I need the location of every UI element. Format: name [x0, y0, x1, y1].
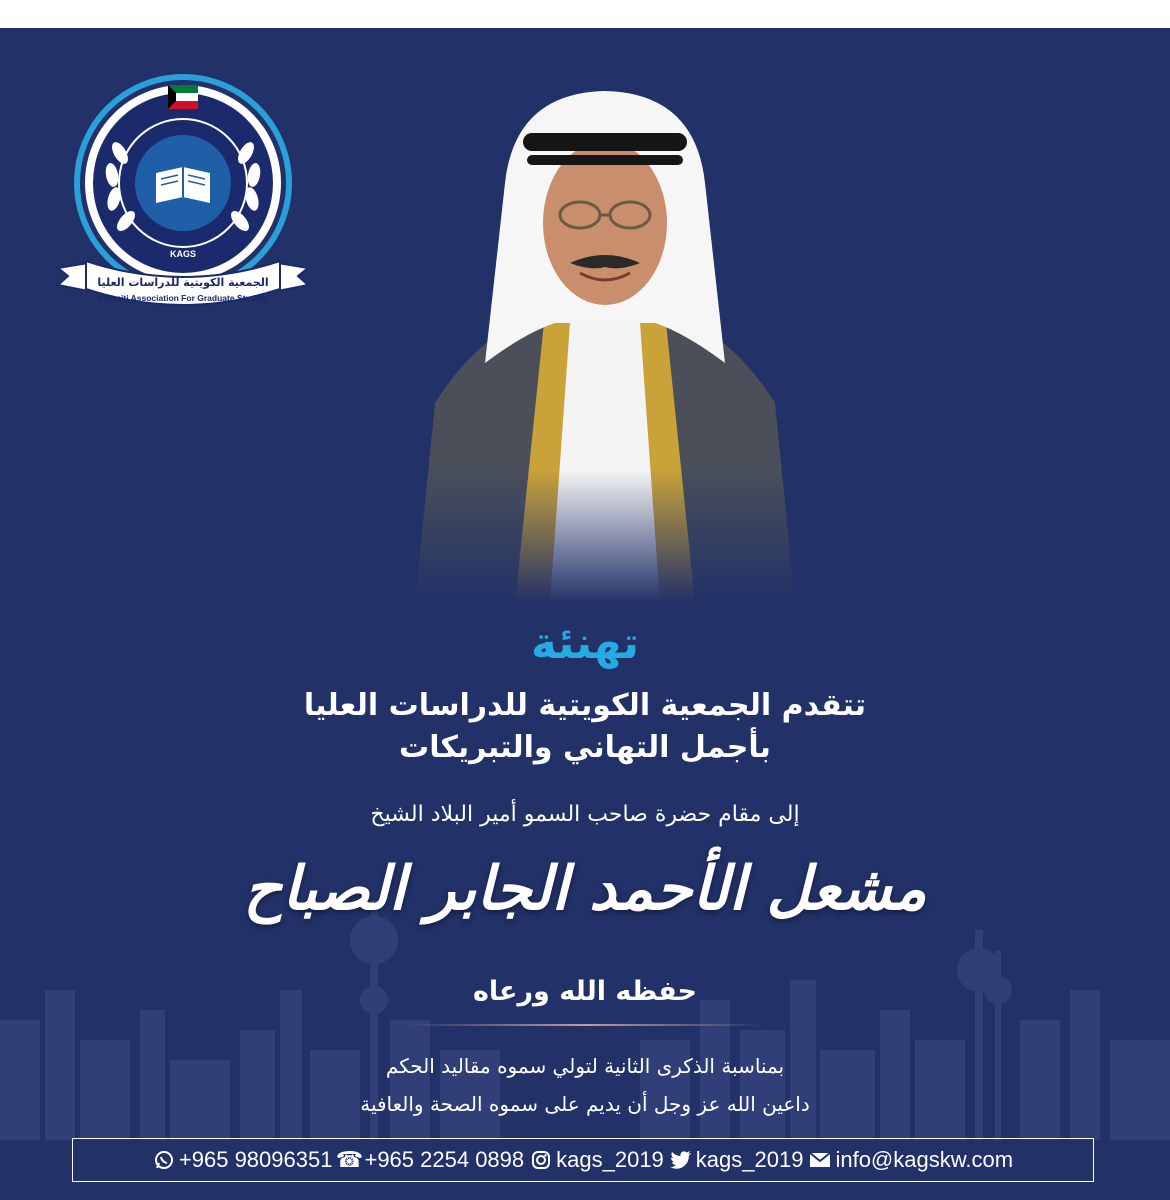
- blessing-text: حفظه الله ورعاه: [472, 976, 697, 1007]
- logo-english-name: Kuwaiti Association For Graduate Studies: [98, 293, 268, 303]
- divider: [405, 1024, 765, 1026]
- email-address: info@kagskw.com: [835, 1147, 1014, 1172]
- whatsapp-contact[interactable]: [153, 1147, 333, 1173]
- logo-abbr: KAGS: [169, 249, 197, 259]
- twitter-contact[interactable]: [670, 1147, 804, 1173]
- congratulation-poster: [0, 28, 1170, 1200]
- greeting-title: تهنئة: [530, 618, 640, 669]
- twitter-handle: kags_2019: [695, 1147, 804, 1172]
- prayer-text: داعين الله عز وجل أن يديم على سموه الصحة والعافية: [360, 1092, 810, 1116]
- email-contact[interactable]: [809, 1147, 1013, 1173]
- occasion-text: بمناسبة الذكرى الثانية لتولي سموه مقاليد الحكم: [385, 1054, 785, 1078]
- phone-contact[interactable]: [335, 1147, 525, 1173]
- instagram-handle: kags_2019: [556, 1147, 664, 1172]
- top-margin: [0, 0, 1170, 28]
- logo-arabic-name: الجمعية الكويتية للدراسات العليا: [97, 276, 269, 289]
- whatsapp-number: +965 98096351: [178, 1147, 333, 1172]
- message-line-1: تتقدم الجمعية الكويتية للدراسات العليا: [303, 688, 867, 723]
- message-line-3: إلى مقام حضرة صاحب السمو أمير البلاد الشيخ: [370, 802, 800, 827]
- whatsapp-icon: [153, 1149, 175, 1171]
- phone-icon: ☎: [335, 1147, 364, 1172]
- phone-number: +965 2254 0898: [364, 1147, 525, 1172]
- instagram-icon: [530, 1149, 552, 1171]
- emir-portrait: [395, 73, 815, 603]
- twitter-icon: [670, 1149, 692, 1171]
- kuwait-flag-icon: [168, 85, 198, 109]
- envelope-icon: [809, 1149, 831, 1171]
- contact-bar: [72, 1138, 1094, 1182]
- emir-name-calligraphy: مشعل الأحمد الجابر الصباح: [243, 854, 927, 924]
- instagram-contact[interactable]: [530, 1147, 664, 1173]
- kags-logo: [48, 63, 318, 313]
- message-line-2: بأجمل التهاني والتبريكات: [399, 730, 771, 765]
